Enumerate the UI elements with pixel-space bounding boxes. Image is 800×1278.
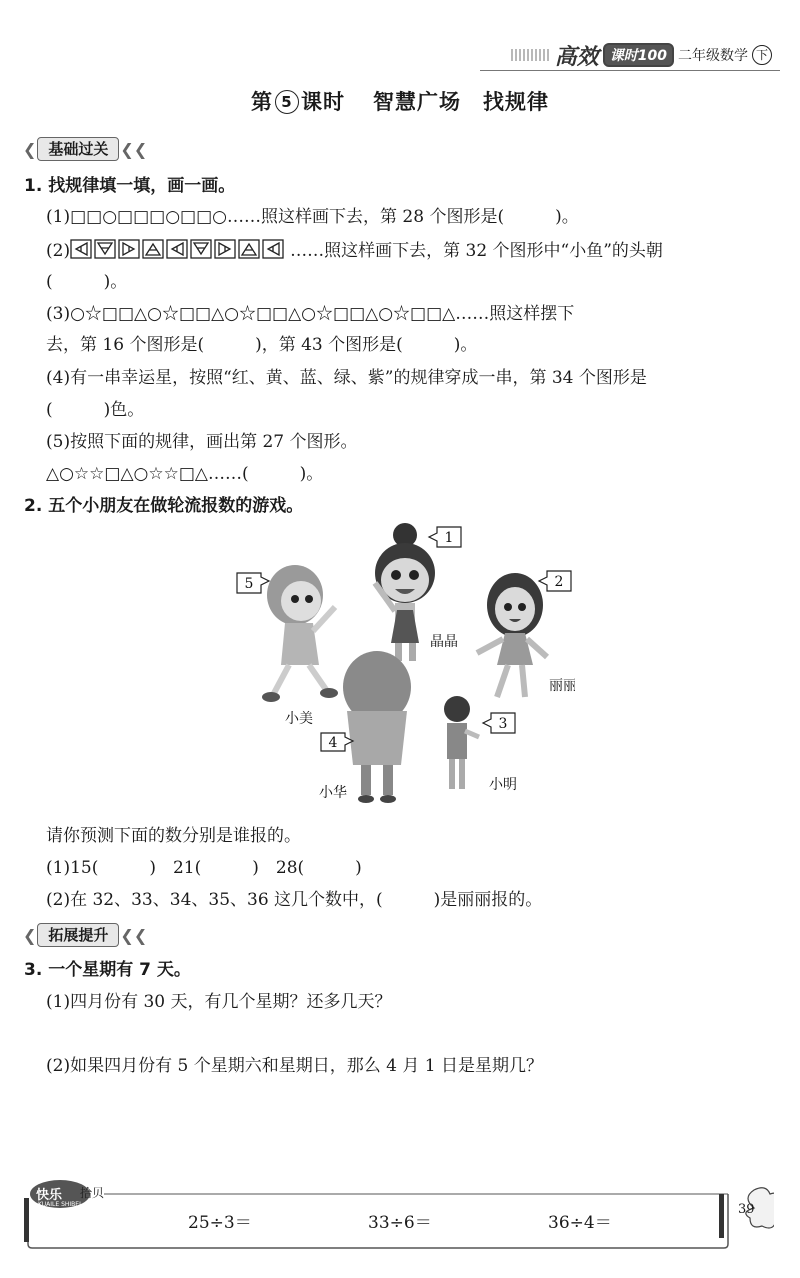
children-illustration xyxy=(225,515,575,815)
section-banner-basic: ❮ 基础过关 ❮❮ xyxy=(22,136,772,162)
footer-pinyin: KUAILE SHIBEI xyxy=(38,1201,81,1208)
child-jingjing xyxy=(375,523,435,661)
q1-line-5a: (5)按照下面的规律，画出第 27 个图形。 xyxy=(46,432,358,452)
decorative-dots xyxy=(511,49,551,61)
title-suffix: 课时 xyxy=(301,90,345,114)
child-xiaohua xyxy=(343,651,411,803)
footer-box xyxy=(24,1180,774,1252)
child-name: 丽丽 xyxy=(549,678,575,694)
title-topic-2: 找规律 xyxy=(483,90,549,114)
footer-badge-sub: 拾贝 xyxy=(80,1186,105,1200)
page-number: 39 xyxy=(738,1202,755,1217)
q1-line-5b: △○☆☆□△○☆☆□△……( )。 xyxy=(46,464,324,484)
grade-label: 二年级数学 xyxy=(678,48,748,64)
q2-head: 2. 五个小朋友在做轮流报数的游戏。 xyxy=(24,496,304,516)
bubble-number: 1 xyxy=(444,530,454,546)
child-xiaoming xyxy=(444,696,479,789)
child-name: 小华 xyxy=(319,785,347,801)
title-topic-1: 智慧广场 xyxy=(373,90,461,114)
child-name: 小明 xyxy=(489,777,517,793)
bubble-number: 4 xyxy=(328,735,338,751)
title-prefix: 第 xyxy=(251,90,273,114)
section-banner-extend: ❮ 拓展提升 ❮❮ xyxy=(22,922,772,948)
footer-expr-3: 36÷4＝ xyxy=(548,1213,612,1233)
q1-line-1: (1)□□○□□□○□□○……照这样画下去，第 28 个图形是( )。 xyxy=(46,207,579,227)
children-figure xyxy=(225,515,575,815)
bubble-number: 3 xyxy=(498,716,508,732)
footer-expr-1: 25÷3＝ xyxy=(188,1213,252,1233)
bubble-number: 5 xyxy=(244,576,254,592)
q2-line-1: (1)15( ) 21( ) 28( ) xyxy=(46,858,362,878)
brand-header xyxy=(511,40,772,70)
lesson-number: 5 xyxy=(275,90,299,114)
q3-line-1: (1)四月份有 30 天，有几个星期？还多几天？ xyxy=(46,992,392,1012)
q2-prompt: 请你预测下面的数分别是谁报的。 xyxy=(46,826,301,846)
footer-expr-2: 33÷6＝ xyxy=(368,1213,432,1233)
q3-head: 3. 一个星期有 7 天。 xyxy=(24,960,191,980)
child-name: 晶晶 xyxy=(430,634,458,650)
q1-l2-prefix: (2) xyxy=(46,241,71,261)
q1-line-3a: (3)○☆□□△○☆□□△○☆□□△○☆□□△○☆□□△……照这样摆下 xyxy=(46,304,575,324)
fish-pattern xyxy=(70,238,290,267)
q1-line-4b: ( )色。 xyxy=(46,400,145,420)
header-rule xyxy=(480,70,780,71)
q1-line-2 xyxy=(46,238,774,267)
brand-name: 高效 xyxy=(554,44,599,70)
q2-line-2: (2)在 32、33、34、35、36 这几个数中，( )是丽丽报的。 xyxy=(46,890,543,910)
q1-line-2b: ( )。 xyxy=(46,272,128,292)
bubble-number: 2 xyxy=(554,574,564,590)
q1-l2-text: ……照这样画下去，第 32 个图形中“小鱼”的头朝 xyxy=(290,241,663,261)
q3-line-2: (2)如果四月份有 5 个星期六和星期日，那么 4 月 1 日是星期几？ xyxy=(46,1056,543,1076)
fish-icons xyxy=(70,238,290,260)
section-label-extend: 拓展提升 xyxy=(37,923,119,947)
child-lili xyxy=(477,573,547,697)
q1-line-3b: 去，第 16 个图形是( )，第 43 个图形是( )。 xyxy=(46,335,478,355)
q1-head: 1. 找规律填一填，画一画。 xyxy=(24,176,236,196)
brand-box: 课时100 xyxy=(603,43,674,67)
grade-mark: 下 xyxy=(752,45,772,65)
q1-line-4a: (4)有一串幸运星，按照“红、黄、蓝、绿、紫”的规律穿成一串，第 34 个图形是 xyxy=(46,368,647,388)
section-label-basic: 基础过关 xyxy=(37,137,119,161)
footer-badge: 快乐 xyxy=(36,1188,63,1203)
page-title xyxy=(0,86,800,116)
child-name: 小美 xyxy=(285,711,313,727)
child-xiaomei xyxy=(262,565,338,702)
